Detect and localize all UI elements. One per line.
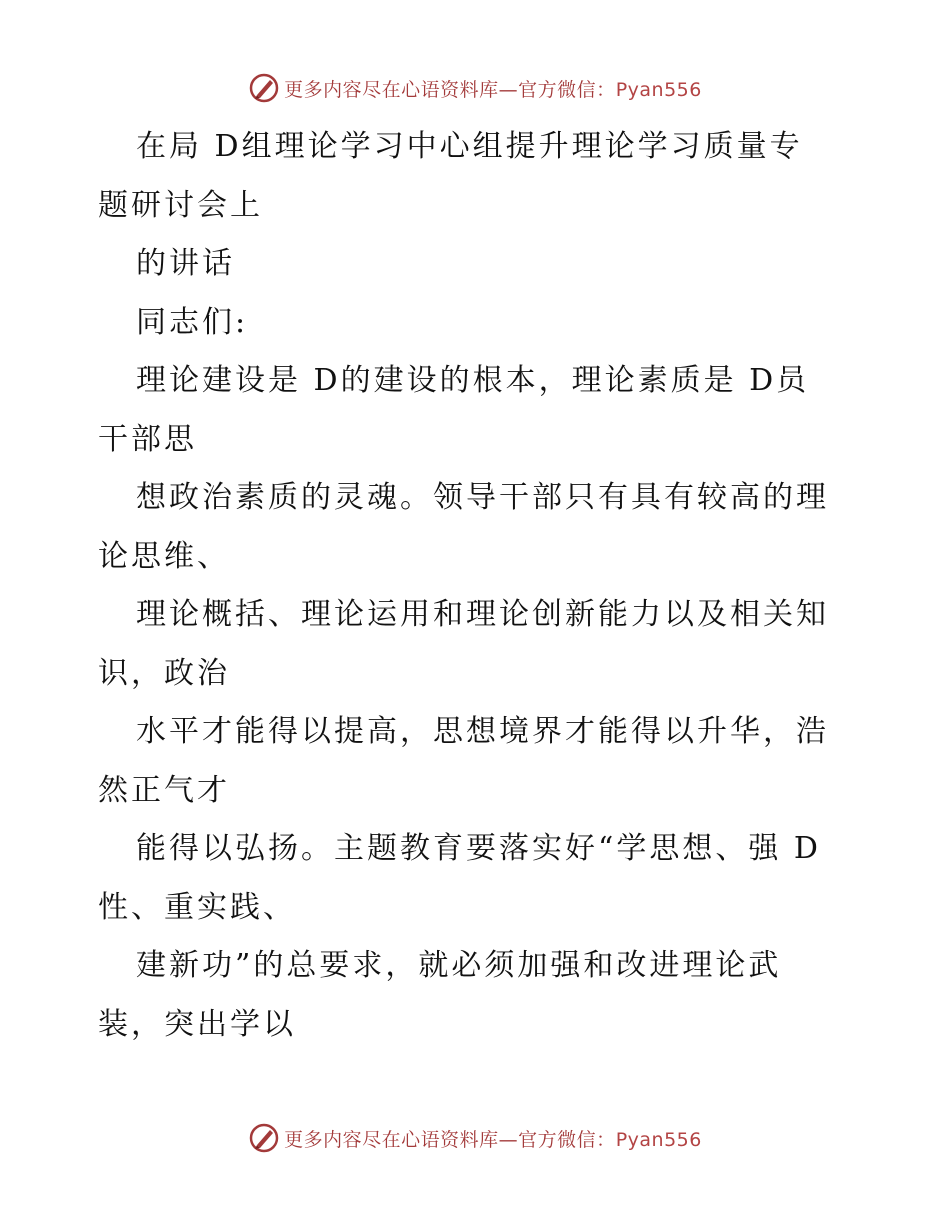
text-line: 想政治素质的灵魂。领导干部只有具有较高的理 [136, 480, 829, 515]
text-line: 同志们: [136, 304, 249, 340]
text-line: 水平才能得以提高，思想境界才能得以升华，浩 [136, 714, 829, 749]
text-line: 论思维、 [98, 538, 230, 574]
text-line: 建新功”的总要求，就必须加强和改进理论武 [136, 948, 782, 983]
text-line: 在局 D组理论学习中心组提升理论学习质量专 [136, 129, 803, 164]
text-line: 性、重实践、 [98, 889, 296, 925]
watermark-text: 更多内容尽在心语资料库—官方微信：Pyan556 [284, 1128, 702, 1151]
text-line: 能得以弘扬。主题教育要落实好“学思想、强 D [136, 831, 821, 866]
header-watermark [0, 72, 950, 104]
text-line: 题研讨会上 [98, 187, 263, 223]
text-line: 理论建设是 D的建设的根本，理论素质是 D员 [136, 363, 810, 398]
pen-logo-icon [248, 72, 280, 104]
text-line: 干部思 [98, 421, 197, 457]
pen-logo-icon [248, 1122, 280, 1154]
text-line: 识，政治 [98, 655, 230, 691]
document-body [98, 118, 858, 1054]
text-line: 然正气才 [98, 772, 230, 808]
text-line: 装，突出学以 [98, 1006, 296, 1042]
text-line: 理论概括、理论运用和理论创新能力以及相关知 [136, 597, 829, 632]
text-line: 的讲话 [136, 246, 235, 281]
footer-watermark [0, 1122, 950, 1154]
watermark-text: 更多内容尽在心语资料库—官方微信：Pyan556 [284, 78, 702, 101]
